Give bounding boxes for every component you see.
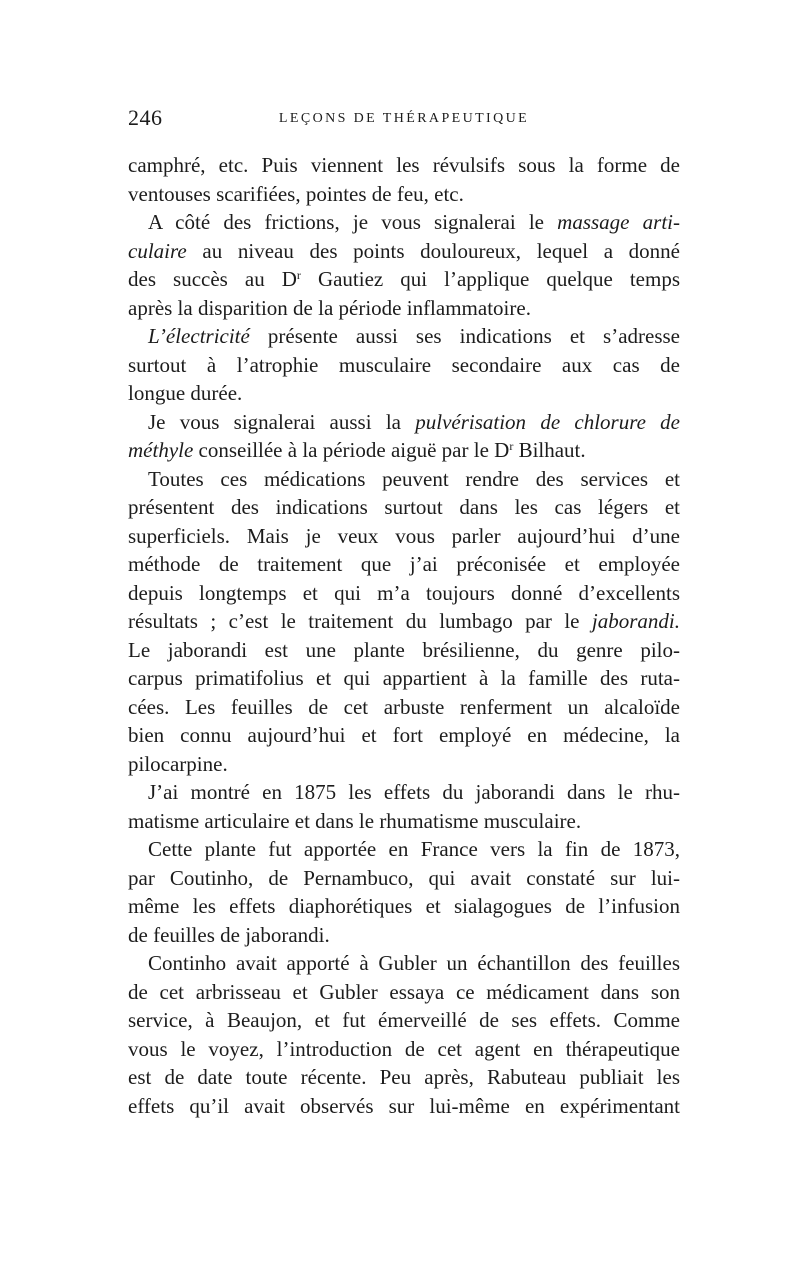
italic-text: massage arti- — [557, 210, 681, 234]
text-line — [128, 1063, 680, 1092]
text-span: méthode de traitement que j’ai préconisée et employée — [128, 552, 680, 576]
text-line — [128, 294, 680, 323]
text-span: conseillée à la période aiguë par le D — [193, 438, 510, 462]
text-span: superficiels. Mais je veux vous parler aujourd’hui d’une — [128, 523, 680, 548]
text-span: camphré, etc. Puis viennent les révulsifs sous la forme de — [128, 153, 680, 177]
text-line — [128, 921, 680, 950]
text-span: bien connu aujourd’hui et fort employé en médecine, la — [128, 723, 680, 747]
italic-text: culaire — [128, 238, 187, 263]
page-number: 246 — [128, 105, 163, 130]
text-line — [128, 208, 680, 237]
text-line — [128, 265, 680, 294]
text-line — [128, 237, 680, 266]
text-line — [128, 750, 680, 779]
text-line — [128, 1035, 680, 1064]
superscript-text: r — [296, 268, 301, 282]
superscript-text: r — [509, 439, 514, 453]
text-span: Gautiez qui l’applique quelque temps — [300, 267, 680, 291]
text-line — [128, 493, 680, 522]
italic-text: méthyle — [128, 438, 194, 462]
text-span: résultats ; c’est le traitement du lumbago par le — [128, 609, 592, 633]
text-span: Bilhaut. — [513, 438, 586, 462]
text-span: carpus primatifolius et qui appartient à la famille des ruta- — [128, 666, 680, 690]
body-text — [128, 151, 680, 1120]
text-span: présentent des indications surtout dans les cas légers et — [128, 495, 680, 519]
text-span: au niveau des points douloureux, lequel a donné — [186, 238, 680, 263]
text-span: des succès au D — [128, 267, 297, 291]
text-line — [128, 892, 680, 921]
text-span: de cet arbrisseau et Gubler essaya ce médicament dans son — [128, 979, 680, 1004]
text-line — [128, 978, 680, 1007]
text-span: ventouses scarifiées, pointes de feu, etc. — [128, 181, 464, 206]
text-span: J’ai montré en 1875 les effets du jaborandi dans le rhu- — [148, 780, 680, 804]
text-line — [128, 379, 680, 408]
text-line — [128, 436, 680, 465]
italic-text: L’électricité — [148, 324, 250, 348]
text-span: après la disparition de la période inflammatoire. — [128, 295, 531, 320]
page-header — [128, 105, 680, 139]
text-line — [128, 721, 680, 750]
text-span: Continho avait apporté à Gubler un échantillon des feuilles — [148, 951, 680, 975]
text-span: A côté des frictions, je vous signalerai le — [148, 210, 558, 234]
text-line — [128, 664, 680, 693]
text-span: Je vous signalerai aussi la — [148, 409, 416, 434]
text-line — [128, 1006, 680, 1035]
text-span: par Coutinho, de Pernambuco, qui avait constaté sur lui- — [128, 865, 680, 890]
text-span: Le jaborandi est une plante brésilienne, du genre pilo- — [128, 637, 680, 662]
text-span: Toutes ces médications peuvent rendre des services et — [148, 466, 680, 491]
text-span: est de date toute récente. Peu après, Rabuteau publiait les — [128, 1065, 680, 1089]
text-line — [128, 864, 680, 893]
italic-text: jaborandi. — [591, 609, 680, 633]
text-line — [128, 636, 680, 665]
text-span: effets qu’il avait observés sur lui-même en expérimentant — [128, 1093, 680, 1118]
running-title: LEÇONS DE THÉRAPEUTIQUE — [278, 111, 530, 126]
text-line — [128, 465, 680, 494]
text-span: longue durée. — [128, 381, 243, 405]
text-line — [128, 180, 680, 209]
text-line — [128, 550, 680, 579]
text-span: service, à Beaujon, et fut émerveillé de ses effets. Comme — [128, 1008, 680, 1032]
text-line — [128, 693, 680, 722]
text-span: surtout à l’atrophie musculaire secondaire aux cas de — [128, 352, 680, 377]
text-span: Cette plante fut apportée en France vers la fin de 1873, — [148, 837, 680, 861]
text-span: vous le voyez, l’introduction de cet agent en thérapeutique — [128, 1036, 680, 1061]
text-line — [128, 408, 680, 437]
text-line — [128, 322, 680, 351]
text-line — [128, 351, 680, 380]
text-span: même les effets diaphorétiques et sialagogues de l’infusion — [128, 894, 680, 918]
text-line — [128, 522, 680, 551]
text-span: matisme articulaire et dans le rhumatisme musculaire. — [128, 808, 582, 833]
text-span: présente aussi ses indications et s’adresse — [249, 324, 680, 348]
text-line — [128, 607, 680, 636]
text-line — [128, 949, 680, 978]
text-line — [128, 151, 680, 180]
text-line — [128, 778, 680, 807]
text-span: pilocarpine. — [128, 751, 228, 776]
text-line — [128, 835, 680, 864]
text-line — [128, 807, 680, 836]
text-span: de feuilles de jaborandi. — [128, 922, 330, 947]
text-span: depuis longtemps et qui m’a toujours donné d’excellents — [128, 580, 680, 605]
text-line — [128, 1092, 680, 1121]
text-line — [128, 579, 680, 608]
text-span: cées. Les feuilles de cet arbuste renferment un alcaloïde — [128, 694, 680, 719]
italic-text: pulvérisation de chlorure de — [415, 409, 681, 434]
